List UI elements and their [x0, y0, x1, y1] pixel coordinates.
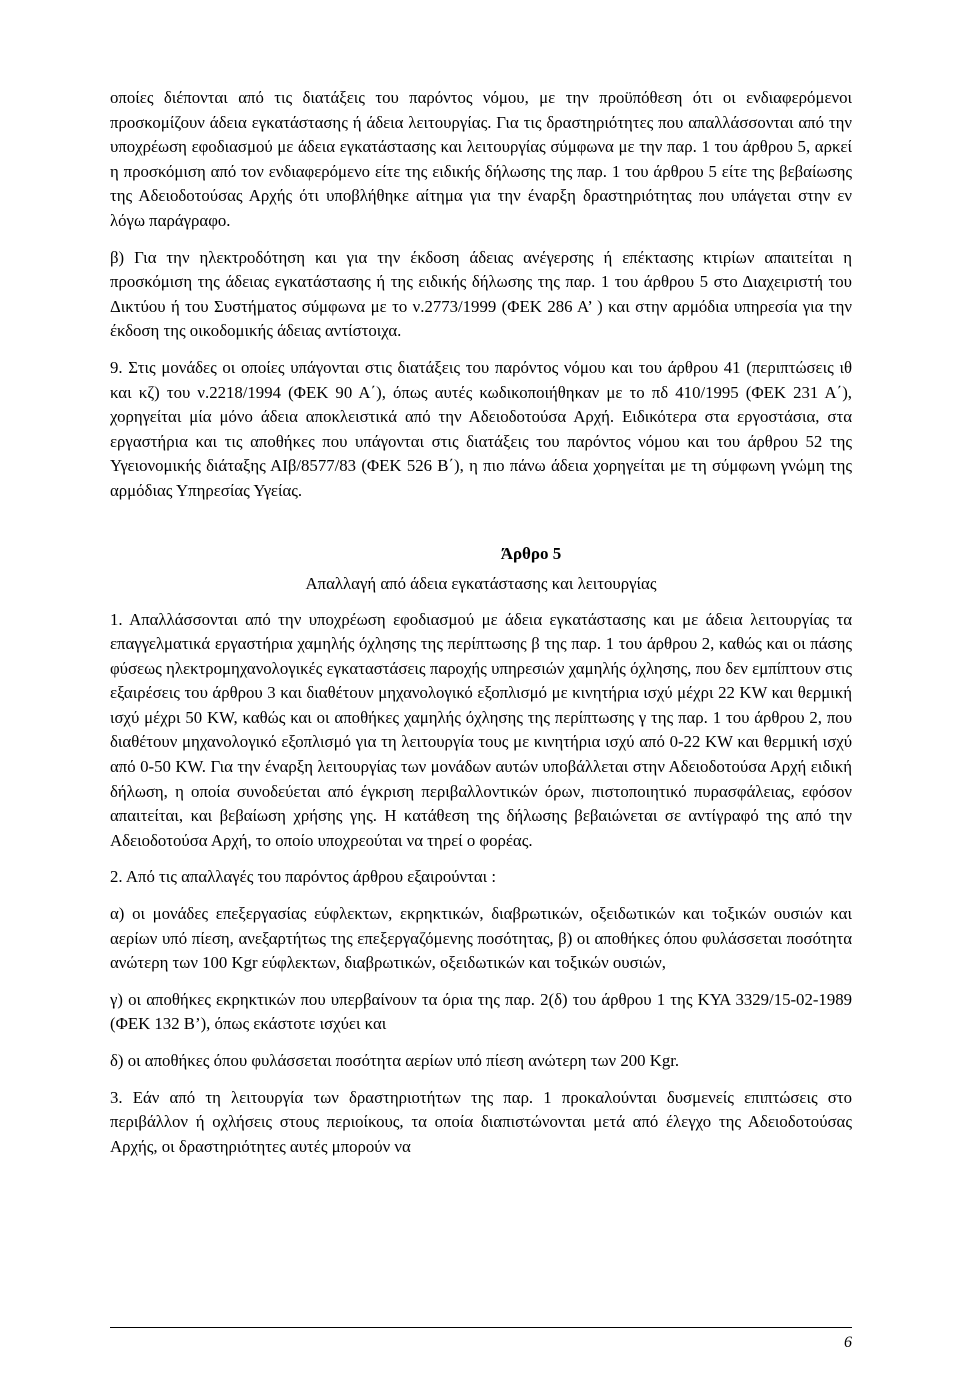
paragraph-point-3: 3. Εάν από τη λειτουργία των δραστηριοτήτων της παρ. 1 προκαλούνται δυσμενείς επιπτώσεις στο περιβάλλον ή οχλήσεις στους περιοίκους, τα οποία διαπιστώνονται μετά από έλεγχο της Αδειοδοτούσας Αρχής, οι δραστηριότητες αυτές μπορούν να: [110, 1087, 852, 1156]
article-subtitle: Απαλλαγή από άδεια εγκατάστασης και λειτουργίας: [305, 573, 657, 593]
paragraph-exception-d: δ) οι αποθήκες όπου φυλάσσεται ποσότητα αερίων υπό πίεση ανώτερη των 200 Kgr.: [110, 1051, 680, 1070]
paragraph-electrification: β) Για την ηλεκτροδότηση και για την έκδοση άδειας ανέγερσης ή επέκτασης κτιρίων απαιτείται η προσκόμιση της άδειας εγκατάστασης ή της ειδικής δήλωσης της παρ. 1 του άρθρου 5 στο Διαχειριστή του Δικτύου ή του Συστήματος σύμφωνα με το ν.2773/1999 (ΦΕΚ 286 Α’ ) και στην αρμόδια υπηρεσία για την έκδοση της οικοδομικής άδειας αντίστοιχα.: [110, 247, 852, 341]
footer-divider: [110, 1327, 852, 1328]
paragraph-exceptions-a-b: α) οι μονάδες επεξεργασίας εύφλεκτων, εκρηκτικών, διαβρωτικών, οξειδωτικών και τοξικών ουσιών και αερίων υπό πίεση, ανεξαρτήτως της επεξεργαζόμενης ποσότητας, β) οι αποθήκες όπου φυλάσσεται ποσότητα ανώτερη των 100 Kgr εύφλεκτων, διαβρωτικών, οξειδωτικών και τοξικών ουσιών,: [110, 904, 852, 973]
paragraph-exemption-2: 2. Από τις απαλλαγές του παρόντος άρθρου εξαιρούνται :: [110, 867, 497, 887]
paragraph-permit-requirement: οποίες διέπονται από τις διατάξεις του παρόντος νόμου, με την προϋπόθεση ότι οι ενδιαφερόμενοι προσκομίζουν άδεια εγκατάστασης ή άδεια λειτουργίας. Για τις δραστηριότητες που απαλλάσσονται από την υποχρέωση εφοδιασμού με άδεια εγκατάστασης και λειτουργίας σύμφωνα με την παρ. 1 του άρθρου 5, αρκεί η προσκόμιση από τον ενδιαφερόμενο είτε της ειδικής δήλωσης της παρ. 1 του άρθρου 5 είτε της βεβαίωσης της Αδειοδοτούσας Αρχής ότι υποβλήθηκε αίτημα για την έναρξη δραστηριότητας που υπάγεται στην εν λόγω παράγραφο.: [110, 88, 852, 230]
paragraph-point-9: 9. Στις μονάδες οι οποίες υπάγονται στις διατάξεις του παρόντος νόμου και του άρθρου 41 (περιπτώσεις ιθ και κζ) του ν.2218/1994 (ΦΕΚ 90 Α΄), όπως αυτές κωδικοποιήθηκαν με το πδ 410/1995 (ΦΕΚ 231 Α΄), χορηγείται μία μόνο άδεια αποκλειστικά από την Αδειοδοτούσα Αρχή. Ειδικότερα στα εργοστάσια, στα εργαστήρια και τις αποθήκες που υπάγονται στις διατάξεις του παρόντος νόμου και του άρθρου 52 της Υγειονομικής διάταξης ΑΙβ/8577/83 (ΦΕΚ 526 Β΄), η πιο πάνω άδεια χορηγείται με τη σύμφωνη γνώμη της αρμόδιας Υπηρεσίας Υγείας.: [110, 357, 852, 500]
document-page: [110, 86, 852, 1159]
paragraph-exemption-1: 1. Απαλλάσσονται από την υποχρέωση εφοδιασμού με άδεια εγκατάστασης και με άδεια λειτουργίας τα επαγγελματικά εργαστήρια χαμηλής όχλησης της περίπτωσης β της παρ. 1 του άρθρου 2, καθώς και οι πάσης φύσεως ηλεκτρομηχανολογικές εγκαταστάσεις παροχής υπηρεσιών χαμηλής όχλησης, που δεν εμπίπτουν στις εξαιρέσεις του άρθρου 3 και διαθέτουν μηχανολογικό εξοπλισμό με κινητήρια ισχύ μέχρι 22 KW και θερμική ισχύ μέχρι 50 KW, καθώς και οι αποθήκες χαμηλής όχλησης της περίπτωσης γ της παρ. 1 του άρθρου 2, που διαθέτουν μηχανολογικό εξοπλισμό για τη λειτουργία τους με κινητήρια ισχύ από 0-22 KW και θερμική ισχύ από 0-50 KW. Για την έναρξη λειτουργίας των μονάδων αυτών υποβάλλεται στην Αδειοδοτούσα Αρχή ειδική δήλωση, η οποία συνοδεύεται από έγκριση περιβαλλοντικών όρων, πιστοποιητικό πυρασφάλειας, εφόσον απαιτείται, και βεβαίωση χρήσης γης. Η κατάθεση της δήλωσης βεβαιώνεται σε αντίγραφό της από την Αδειοδοτούσα Αρχή, το οποίο υποχρεούται να τηρεί ο φορέας.: [110, 609, 852, 850]
article-title: Άρθρο 5: [500, 543, 562, 563]
paragraph-exception-c: γ) οι αποθήκες εκρηκτικών που υπερβαίνουν τα όρια της παρ. 2(δ) του άρθρου 1 της ΚΥΑ 3329/15-02-1989 (ΦΕΚ 132 Β’), όπως εκάστοτε ισχύει και: [110, 989, 852, 1034]
page-number: 6: [844, 1334, 852, 1351]
